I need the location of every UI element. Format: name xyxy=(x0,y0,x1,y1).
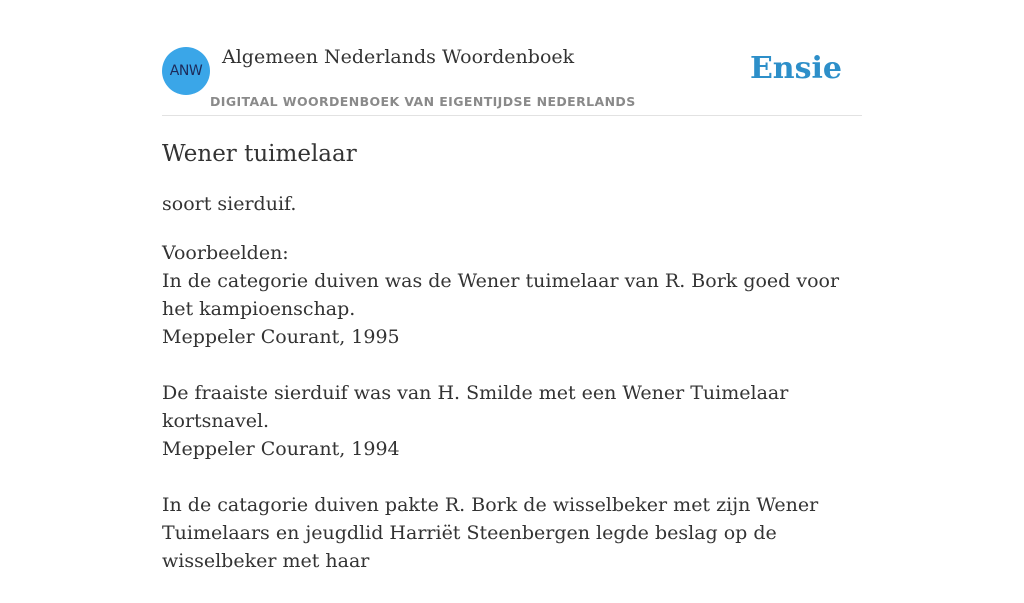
ensie-brand-link[interactable]: Ensie xyxy=(749,51,842,86)
example-source: Meppeler Courant, 1994 xyxy=(162,438,400,460)
anw-logo[interactable]: ANW xyxy=(162,47,210,95)
example-source: Meppeler Courant, 1995 xyxy=(162,326,400,348)
example-quote: De fraaiste sierduif was van H. Smilde met een Wener Tuimelaar kortsnavel. xyxy=(162,382,789,432)
site-title[interactable]: Algemeen Nederlands Woordenboek xyxy=(222,46,575,68)
page-container xyxy=(162,0,862,572)
example-quote: In de categorie duiven was de Wener tuimelaar van R. Bork goed voor het kampioenschap. xyxy=(162,270,840,320)
example-item xyxy=(162,491,862,575)
site-header xyxy=(162,0,862,116)
entry-definition: soort sierduif. xyxy=(162,193,297,215)
example-item xyxy=(162,267,862,351)
example-quote: In de catagorie duiven pakte R. Bork de wisselbeker met zijn Wener Tuimelaars en jeugdlid Harriët Steenbergen legde beslag op de wisselbeker met haar xyxy=(162,494,819,572)
examples-section xyxy=(162,239,862,603)
examples-label: Voorbeelden: xyxy=(162,242,289,264)
site-subtitle: DIGITAAL WOORDENBOEK VAN EIGENTIJDSE NEDERLANDS xyxy=(210,94,636,109)
entry-title: Wener tuimelaar xyxy=(162,141,357,167)
example-item xyxy=(162,379,862,463)
